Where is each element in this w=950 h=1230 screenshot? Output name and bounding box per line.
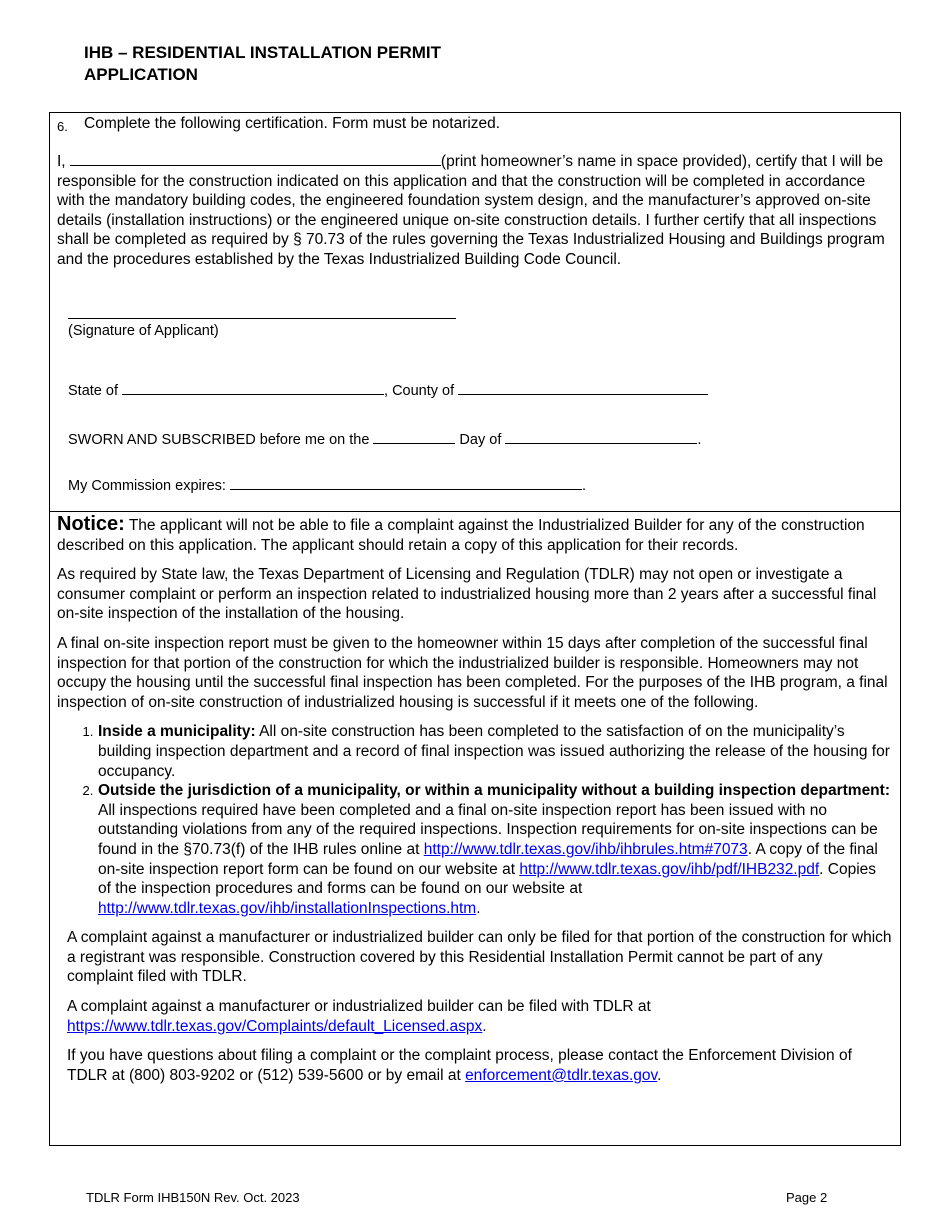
p5-end: . [482, 1017, 487, 1035]
commission-field[interactable] [230, 475, 582, 490]
sworn-period: . [697, 432, 702, 448]
list-item [97, 781, 893, 918]
p5-text: A complaint against a manufacturer or industrialized builder can be filed with TDLR at [67, 998, 651, 1016]
state-field[interactable] [122, 380, 384, 395]
installation-inspections-link[interactable]: http://www.tdlr.texas.gov/ihb/installationInspections.htm [98, 899, 477, 917]
p6-end: . [657, 1066, 662, 1084]
homeowner-name-field[interactable] [70, 151, 441, 166]
day-label: Day of [455, 432, 506, 448]
commission-row [68, 475, 586, 496]
item2-text-4: . [476, 899, 481, 917]
complaints-link[interactable]: https://www.tdlr.texas.gov/Complaints/default_Licensed.aspx [67, 1017, 483, 1035]
certification-intro: Complete the following certification. Form must be notarized. [84, 115, 501, 132]
page-title [84, 42, 441, 86]
county-label: , County of [384, 383, 459, 399]
item1-text: All on-site construction has been completed to the satisfaction of on the municipality’s building inspection department and a record of final inspection was issued authorizing the release of the housing for occupancy. [98, 723, 890, 780]
p6-text: If you have questions about filing a complaint or the complaint process, please contact the Enforcement Division of TDLR at (800) 803-9202 or (512) 539-5600 or by email at [67, 1047, 852, 1084]
state-label: State of [68, 383, 123, 399]
form-id: TDLR Form IHB150N Rev. Oct. 2023 [86, 1190, 300, 1205]
notice-p5 [57, 997, 893, 1036]
title-line-1: IHB – RESIDENTIAL INSTALLATION PERMIT [84, 43, 442, 62]
signature-line[interactable] [68, 318, 456, 319]
enforcement-email-link[interactable]: enforcement@tdlr.texas.gov [465, 1066, 658, 1084]
ihb-rules-link[interactable]: http://www.tdlr.texas.gov/ihb/ihbrules.htm#7073 [423, 840, 748, 858]
item2-text-3: . Copies of the inspection procedures and forms can be found on our website at [98, 860, 877, 898]
list-item [97, 722, 893, 781]
commission-period: . [581, 478, 586, 494]
item1-heading: Inside a municipality: [98, 723, 256, 741]
commission-label: My Commission expires: [68, 478, 230, 494]
notice-p6 [57, 1046, 893, 1085]
title-line-2: APPLICATION [84, 65, 198, 84]
inspection-criteria-list [57, 722, 893, 918]
notice-p2: As required by State law, the Texas Department of Licensing and Regulation (TDLR) may not open or investigate a consumer complaint or perform an inspection related to industrialized housing more than 2 years after a successful final on-site inspection of the installation of the housing. [57, 566, 877, 623]
certification-section [49, 112, 901, 512]
notice-p3: A final on-site inspection report must be given to the homeowner within 15 days after completion of the successful final inspection for that portion of the construction for which the industrialized builder is responsible. Homeowners may not occupy the housing until the successful final inspection has been completed. For the purposes of the IHB program, a final inspection of on-site construction of industrialized housing is successful if it meets one of the following. [57, 634, 888, 711]
notice-p4: A complaint against a manufacturer or industrialized builder can only be filed for that portion of the construction for which a registrant was responsible. Construction covered by this Residential Installation Permit cannot be part of any complaint filed with TDLR. [67, 929, 892, 986]
item2-text-2: . A copy of the final on-site inspection report form can be found on our website at [98, 840, 878, 878]
item2-heading: Outside the jurisdiction of a municipality, or within a municipality without a building inspection department: [98, 782, 890, 800]
cert-prefix: I, [57, 153, 70, 170]
notice-paragraph [57, 515, 893, 555]
ihb232-form-link[interactable]: http://www.tdlr.texas.gov/ihb/pdf/IHB232.pdf [519, 860, 820, 878]
county-field[interactable] [458, 380, 708, 395]
sworn-month-field[interactable] [505, 429, 697, 444]
item2-text-1: All inspections required have been completed and a final on-site inspection report has been issued with no outstanding violations from any of the required inspections. Inspection requirements for on-site inspections can be found in the §70.73(f) of the IHB rules online at [98, 801, 878, 858]
sworn-date-field[interactable] [373, 429, 455, 444]
notice-label: Notice: [57, 513, 125, 535]
page-number: Page 2 [786, 1190, 828, 1205]
cert-text: (print homeowner’s name in space provided), certify that I will be responsible for the construction indicated on this application and that the construction will be completed in accordance with the mandatory building codes, the engineered foundation system design, and the manufacturer’s approved on-site details (installation instructions) or the engineered unique on-site construction details. I further certify that all inspections shall be completed as required by § 70.73 of the rules governing the Texas Industrialized Housing and Buildings program and the procedures established by the Texas Industrialized Building Code Council. [57, 153, 885, 268]
state-county-row [68, 380, 708, 401]
sworn-row [68, 429, 701, 450]
notice-p1: The applicant will not be able to file a complaint against the Industrialized Builder for any of the construction described on this application. The applicant should retain a copy of this application for their records. [57, 517, 865, 554]
sworn-label: SWORN AND SUBSCRIBED before me on the [68, 432, 374, 448]
item-number: 6. [57, 119, 68, 134]
certification-statement [57, 151, 893, 270]
signature-label: (Signature of Applicant) [68, 323, 219, 339]
notice-section [49, 511, 901, 1146]
